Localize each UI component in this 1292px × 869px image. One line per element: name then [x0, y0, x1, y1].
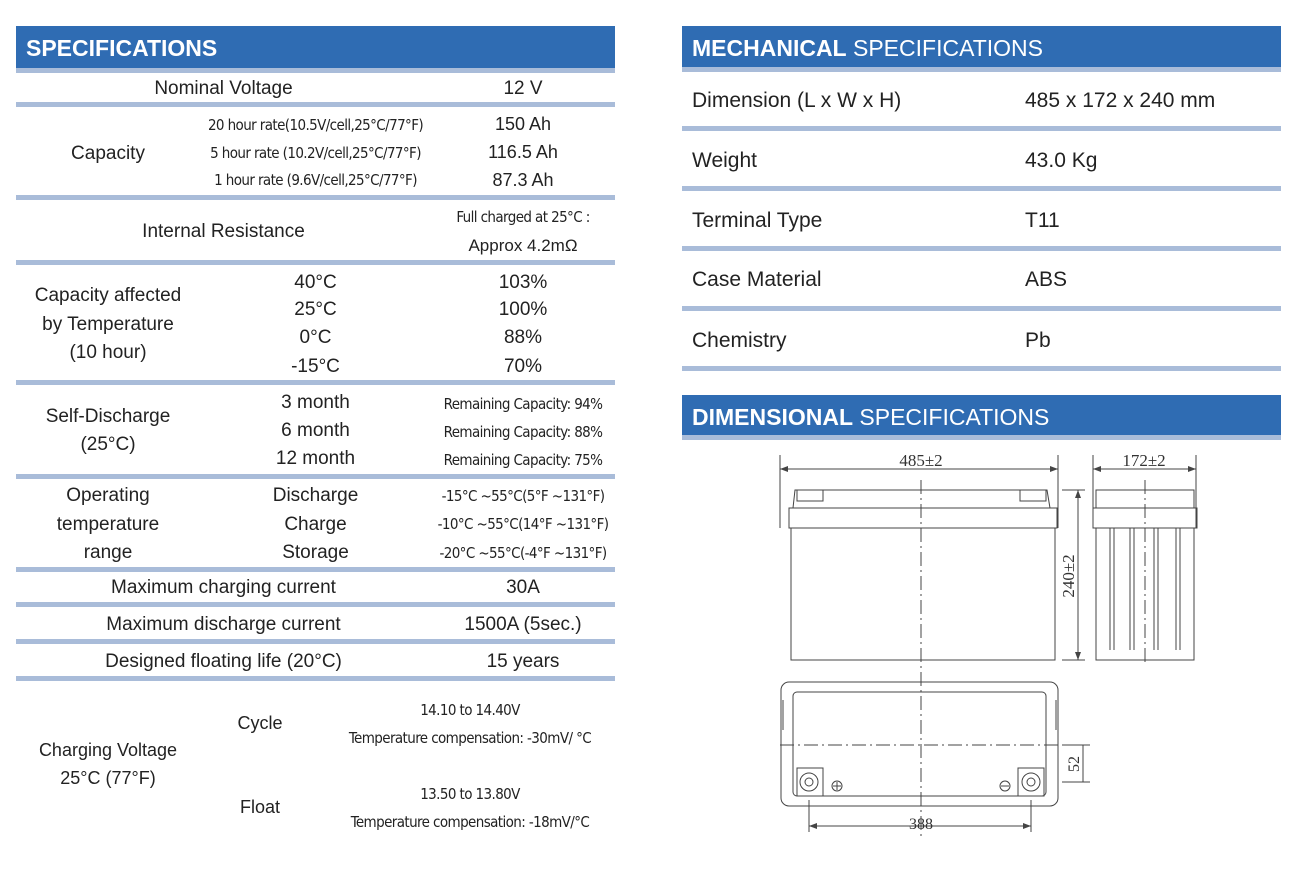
capacity-rate-5h: 5 hour rate (10.2V/cell,25°C/77°F)	[210, 144, 421, 162]
charging-cycle-compensation: Temperature compensation: -30mV/ °C	[348, 729, 592, 747]
operating-range-storage: -20°C ~55°C(-4°F ~131°F)	[439, 544, 607, 562]
charging-cycle-label: Cycle	[237, 713, 283, 733]
capacity-temp-value-25: 100%	[498, 299, 548, 320]
mechanical-title-bold: MECHANICAL	[692, 35, 847, 61]
capacity-temp-25: 25°C	[294, 299, 337, 320]
charging-cycle-voltage: 14.10 to 14.40V	[420, 701, 520, 719]
operating-temp-label-1: Operating	[66, 485, 150, 506]
capacity-temp-value-40: 103%	[498, 272, 548, 293]
mech-dimension-value: 485 x 172 x 240 mm	[1025, 89, 1216, 112]
self-discharge-label-1: Self-Discharge	[45, 406, 171, 427]
mech-chemistry-label: Chemistry	[692, 329, 787, 352]
capacity-value-1h: 87.3 Ah	[492, 170, 554, 190]
capacity-temp-value-minus15: 70%	[503, 356, 543, 377]
self-discharge-period-3m: 3 month	[281, 392, 350, 413]
charging-voltage-label-2: 25°C (77°F)	[60, 768, 156, 788]
self-discharge-period-6m: 6 month	[281, 420, 350, 441]
capacity-temp-value-0: 88%	[503, 327, 543, 348]
capacity-value-20h: 150 Ah	[494, 114, 552, 134]
nominal-voltage-value: 12 V	[503, 78, 543, 99]
dimensional-title-light: SPECIFICATIONS	[853, 404, 1050, 430]
capacity-temp-label-3: (10 hour)	[69, 342, 147, 363]
nominal-voltage-label: Nominal Voltage	[154, 78, 293, 99]
specifications-title: SPECIFICATIONS	[26, 35, 218, 61]
operating-mode-storage: Storage	[282, 542, 349, 563]
capacity-temp-40: 40°C	[294, 272, 337, 293]
operating-range-discharge: -15°C ~55°C(5°F ~131°F)	[441, 487, 605, 505]
capacity-temp-label-1: Capacity affected	[34, 285, 182, 306]
charging-float-compensation: Temperature compensation: -18mV/°C	[350, 813, 590, 831]
operating-mode-charge: Charge	[284, 514, 347, 535]
mech-terminal-value: T11	[1025, 209, 1060, 232]
self-discharge-label-2: (25°C)	[80, 434, 136, 455]
max-charging-current-label: Maximum charging current	[111, 577, 336, 598]
mech-case-label: Case Material	[692, 268, 822, 291]
internal-resistance-value: Approx 4.2mΩ	[468, 236, 578, 255]
charging-float-voltage: 13.50 to 13.80V	[420, 785, 520, 803]
capacity-rate-1h: 1 hour rate (9.6V/cell,25°C/77°F)	[214, 171, 417, 189]
length-dimension-label: 485±2	[899, 451, 943, 470]
charging-voltage-label-1: Charging Voltage	[38, 740, 178, 760]
mech-weight-value: 43.0 Kg	[1025, 149, 1098, 172]
operating-mode-discharge: Discharge	[272, 485, 359, 506]
capacity-temp-minus15: -15°C	[291, 356, 340, 377]
floating-life-label: Designed floating life (20°C)	[105, 651, 342, 672]
charging-float-label: Float	[239, 797, 281, 817]
internal-resistance-condition: Full charged at 25°C :	[456, 208, 590, 226]
floating-life-value: 15 years	[486, 651, 560, 672]
capacity-label: Capacity	[71, 143, 145, 164]
self-discharge-value-6m: Remaining Capacity: 88%	[443, 423, 603, 441]
self-discharge-value-12m: Remaining Capacity: 75%	[443, 451, 603, 469]
internal-resistance-label: Internal Resistance	[142, 221, 305, 242]
dimensional-title-bold: DIMENSIONAL	[692, 404, 853, 430]
mech-weight-label: Weight	[692, 149, 757, 172]
width-dimension-label: 172±2	[1122, 451, 1166, 470]
max-charging-current-value: 30A	[506, 577, 540, 598]
mech-dimension-label: Dimension (L x W x H)	[692, 89, 902, 112]
terminal-spacing-label: 388	[909, 816, 933, 833]
capacity-temp-0: 0°C	[299, 327, 332, 348]
capacity-rate-20h: 20 hour rate(10.5V/cell,25°C/77°F)	[207, 116, 424, 134]
mechanical-title-light: SPECIFICATIONS	[846, 35, 1043, 61]
operating-range-charge: -10°C ~55°C(14°F ~131°F)	[437, 515, 609, 533]
self-discharge-value-3m: Remaining Capacity: 94%	[443, 395, 603, 413]
operating-temp-label-2: temperature	[56, 514, 160, 535]
self-discharge-period-12m: 12 month	[275, 448, 356, 469]
height-dimension-label: 240±2	[1059, 554, 1078, 598]
capacity-temp-label-2: by Temperature	[42, 314, 174, 335]
capacity-value-5h: 116.5 Ah	[488, 142, 558, 162]
max-discharge-current-value: 1500A (5sec.)	[464, 614, 582, 635]
terminal-offset-label: 52	[1066, 756, 1083, 772]
mech-chemistry-value: Pb	[1025, 329, 1051, 352]
max-discharge-current-label: Maximum discharge current	[106, 614, 341, 635]
operating-temp-label-3: range	[83, 542, 133, 563]
mech-case-value: ABS	[1025, 268, 1068, 291]
mech-terminal-label: Terminal Type	[692, 209, 823, 232]
